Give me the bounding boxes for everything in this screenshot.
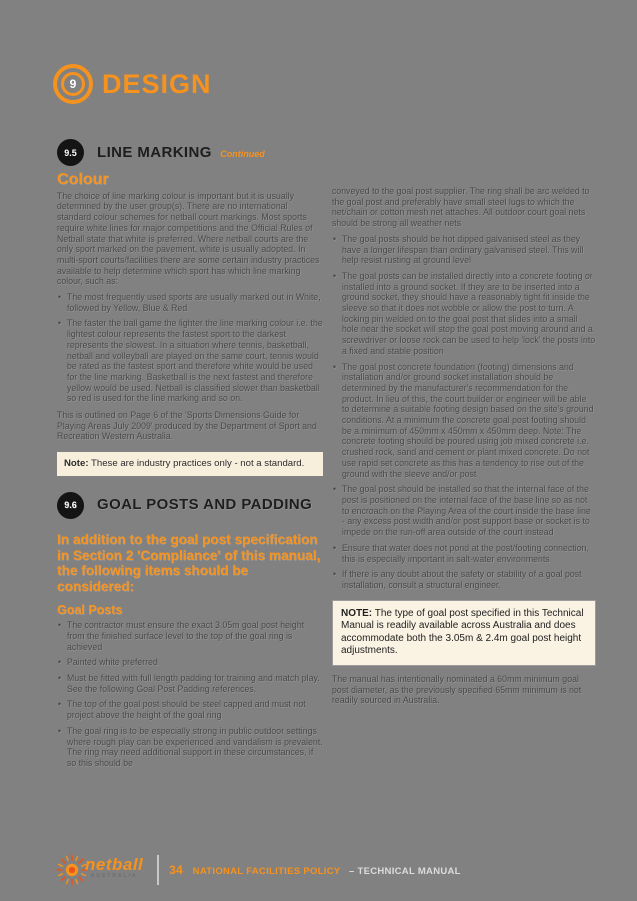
- section-96-badge: 9.6: [57, 492, 84, 519]
- section-95-continued-label: Continued: [220, 148, 265, 159]
- note-label: Note:: [64, 458, 89, 470]
- goal-posts-bullet-list-right: [332, 234, 596, 591]
- section-96-intro: In addition to the goal post specification in Section 2 'Compliance' of this manual, the following items should be considered:: [57, 532, 321, 594]
- goal-post-bullet: • The goal ring is to be especially strong in public outdoor settings where rough play can be experienced and vandalism is prevalent. The ring may need additional support in these circumstances, if so this should be: [57, 726, 323, 769]
- colour-bullet: • The faster the ball game the lighter the line marking colour i.e. the lightest colour represents the fastest sport to the darkest represents the slowest. In a situation where tennis, basketball, netball and volleyball are played on the same court, tennis would be rated as the fastest sport and therefore white would be used for the line marking. Basketball is the next fastest and therefore yellow would be used. Netball is classified slower than basketball so red is used for the line marking and so on.: [57, 318, 323, 404]
- netball-australia-logo: [53, 851, 143, 889]
- left-column: [57, 171, 323, 774]
- goal-posts-bullet-list-left: [57, 620, 323, 768]
- colour-bullet-list: [57, 292, 323, 404]
- goal-post-continuation-paragraph: conveyed to the goal post supplier. The ring shall be arc welded to the goal post and preferably have small steel lugs to which the net/chain or cotton mesh net attaches. All outdoor court goal nets should be strong all weather nets: [332, 186, 590, 229]
- footer-policy-text: NATIONAL FACILITIES POLICY: [192, 866, 341, 877]
- note-label: NOTE:: [341, 607, 373, 619]
- section-96-title: GOAL POSTS AND PADDING: [97, 496, 313, 514]
- goal-post-bullet: • The contractor must ensure the exact 3.05m goal post height from the finished surface level to the top of the goal ring is achieved: [57, 620, 323, 652]
- goal-post-footnote: The manual has intentionally nominated a 60mm minimum goal post diameter, as the previously specified 65mm minimum is not readily sourced in Australia.: [332, 673, 582, 706]
- colour-heading: Colour: [57, 171, 109, 188]
- goal-posts-heading: Goal Posts: [57, 602, 123, 617]
- goal-post-bullet: • The goal posts can be installed directly into a concrete footing or installed into a ground socket. If they are to be inserted into a ground socket, they should have a reasonably tight fit inside the sleeve so that it does not wobble or allow the post to turn. A locking pin welded on to the goal post that slides into a small hole near the socket will stop the goal post moving around and a screwdriver or loose rock can be used to help 'lock' the posts into a fixed and stable position: [332, 271, 596, 357]
- goal-post-bullet: • Must be fitted with full length padding for training and match play. See the following Goal Post Padding references.: [57, 673, 323, 694]
- colour-bullet: • The most frequently used sports are usually marked out in White, followed by Yellow, Blue & Red: [57, 292, 323, 313]
- goal-post-bullet: • The goal post should be installed so that the internal face of the post is positioned on the internal face of the base line so as not to encroach on the Playing Area of the court inside the base line - any excess post width and/or post support base or socket is to impede on the run-off area outside of the court instead: [332, 484, 596, 538]
- goal-post-bullet: • The goal posts should be hot dipped galvanised steel as they have a longer lifespan than ordinary galvanised steel. This will help resist rusting at ground level: [332, 234, 596, 266]
- logo-wordmark: netball: [85, 855, 144, 874]
- goal-post-bullet: • The top of the goal post should be steel capped and must not project above the height of the goal ring: [57, 699, 323, 720]
- chapter-rings-icon: [53, 64, 93, 104]
- page-footer: [53, 851, 461, 889]
- note-text: The type of goal post specified in this Technical Manual is readily available across Australia and does accommodate both the 3.05m & 2.4m goal post height adjustments.: [341, 607, 584, 657]
- section-95-badge: 9.5: [57, 139, 84, 166]
- chapter-title: DESIGN: [102, 68, 212, 99]
- right-column: [332, 186, 596, 706]
- goal-post-bullet: • Ensure that water does not pond at the post/footing connection, this is especially important in salt-water environments: [332, 543, 596, 564]
- colour-intro-paragraph: The choice of line marking colour is important but it is usually determined by the user group(s). There are no international standard colour schemes for netball court markings. Most sports require white lines for major competitions and the Official Rules of Netball state that white is preferred. Where netball courts are the only sport marked on the pavement, white is usually adopted. In multi-sport courts/facilities there are some certain industry practices available to help determine which sport has which line marking colour, such as:: [57, 190, 320, 287]
- goal-post-note-box: [332, 600, 596, 666]
- goal-post-bullet: • Painted white preferred: [57, 657, 323, 668]
- logo-subtext: AUSTRALIA: [90, 873, 138, 879]
- chapter-number: 9: [69, 77, 77, 91]
- industry-practices-note: [57, 452, 323, 476]
- footer-divider: [157, 855, 159, 885]
- note-text: These are industry practices only - not a standard.: [88, 458, 305, 470]
- section-95-header: [57, 139, 265, 166]
- colour-source-paragraph: This is outlined on Page 6 of the 'Sports Dimensions Guide for Playing Areas July 2009' produced by the Department of Sport and Recreation Western Australia.: [57, 410, 317, 442]
- page-number: 34: [169, 863, 183, 877]
- section-95-title: LINE MARKING: [97, 143, 212, 161]
- chapter-header: [53, 64, 212, 104]
- goal-post-bullet: • The goal post concrete foundation (footing) dimensions and installation and/or ground socket installation should be determined by the manufacturer's recommendation for the product. In lieu of this, the court builder or engineer will be able to determine a suitable footing design based on the site's ground conditions. At a minimum the concrete goal post footing should be a minimum of 450mm x 450mm x 450mm deep. Note: The concrete footing should be poured using job mixed concrete i.e. crushed rock, sand and cement or plant mixed concrete. Do not use rapid set concrete as this has a tendency to rise out of the ground with the sleeve and/or post: [332, 362, 596, 480]
- section-96-header: [57, 492, 323, 519]
- goal-post-bullet: • If there is any doubt about the safety or stability of a goal post installation, consult a structural engineer.: [332, 569, 596, 590]
- footer-manual-text: – TECHNICAL MANUAL: [348, 866, 461, 877]
